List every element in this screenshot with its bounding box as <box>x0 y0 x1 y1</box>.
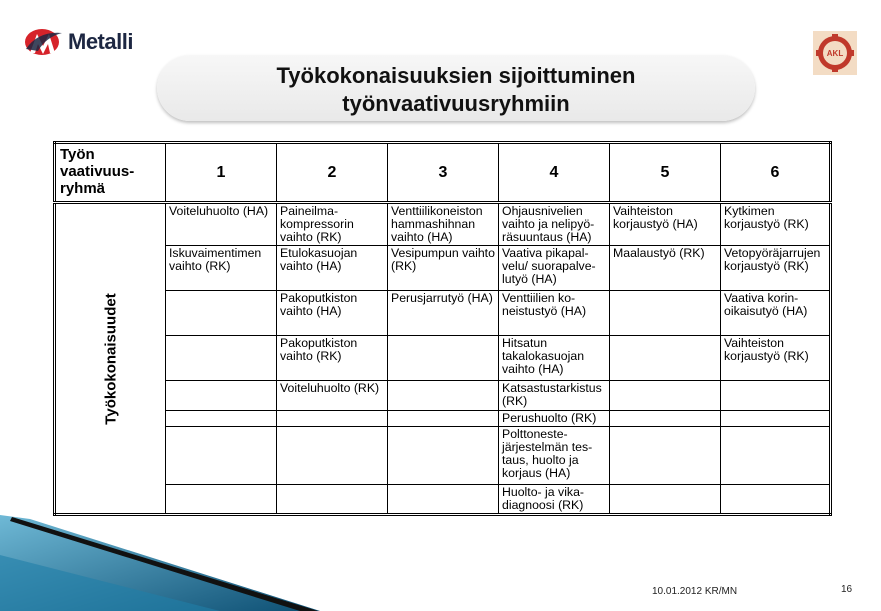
column-header: 3 <box>388 143 499 203</box>
table-cell: Polttoneste-järjestelmän tes-taus, huolto ja korjaus (HA) <box>499 427 610 485</box>
table-cell <box>721 485 831 515</box>
table-cell: Vesipumpun vaihto (RK) <box>388 246 499 291</box>
table-cell <box>166 427 277 485</box>
table-cell: Vaativa pikapal-velu/ suorapalve-lutyö (HA) <box>499 246 610 291</box>
header-label-line: Työn <box>60 146 95 163</box>
table-cell <box>388 336 499 381</box>
metalli-logo-icon <box>24 27 64 57</box>
metalli-logo <box>24 27 154 57</box>
table-cell: Voiteluhuolto (HA) <box>166 203 277 246</box>
page-number: 16 <box>841 584 853 595</box>
row-label: Työkokonaisuudet <box>102 292 119 425</box>
table-cell: Perusjarrutyö (HA) <box>388 291 499 336</box>
table-cell <box>166 381 277 411</box>
table-row <box>55 291 831 336</box>
table-cell <box>277 427 388 485</box>
table-cell <box>166 485 277 515</box>
table-header-row <box>55 143 831 203</box>
header-label <box>55 143 166 203</box>
table-cell <box>166 411 277 427</box>
column-header: 4 <box>499 143 610 203</box>
header-label-line: vaativuus- <box>60 163 135 180</box>
header-label-line: ryhmä <box>60 180 106 197</box>
table-cell: Voiteluhuolto (RK) <box>277 381 388 411</box>
table-cell <box>388 381 499 411</box>
table-cell <box>610 291 721 336</box>
table-cell: Kytkimen korjaustyö (RK) <box>721 203 831 246</box>
table-cell <box>721 427 831 485</box>
title-line-2: työnvaativuusryhmiin <box>342 91 570 116</box>
table-cell: Vaihteiston korjaustyö (HA) <box>610 203 721 246</box>
table-cell: Maalaustyö (RK) <box>610 246 721 291</box>
column-header: 2 <box>277 143 388 203</box>
table-cell: Hitsatun takalokasuojan vaihto (HA) <box>499 336 610 381</box>
akl-badge-text: AKL <box>826 49 844 58</box>
table-cell <box>277 485 388 515</box>
table-cell <box>610 381 721 411</box>
table-cell <box>610 411 721 427</box>
table-row <box>55 427 831 485</box>
table-cell: Venttiilien ko-neistustyö (HA) <box>499 291 610 336</box>
table-cell: Etulokasuojan vaihto (HA) <box>277 246 388 291</box>
table-row <box>55 411 831 427</box>
row-label-cell <box>55 203 166 515</box>
column-header: 5 <box>610 143 721 203</box>
table-cell: Venttiilikoneiston hammashihnan vaihto (HA) <box>388 203 499 246</box>
table-cell <box>388 485 499 515</box>
table-cell <box>721 411 831 427</box>
table-cell: Perushuolto (RK) <box>499 411 610 427</box>
table-row <box>55 336 831 381</box>
table-cell: Katsastustarkistus (RK) <box>499 381 610 411</box>
table-cell <box>610 427 721 485</box>
logo-text: Metalli <box>68 29 133 54</box>
table-cell <box>610 485 721 515</box>
table-cell: Paineilma-kompressorin vaihto (RK) <box>277 203 388 246</box>
page-title <box>157 62 755 118</box>
table-cell: Ohjausnivelien vaihto ja nelipyö-räsuuntaus (HA) <box>499 203 610 246</box>
table-row <box>55 485 831 515</box>
column-header: 1 <box>166 143 277 203</box>
table-cell <box>277 411 388 427</box>
table-cell <box>388 411 499 427</box>
akl-badge <box>813 31 857 75</box>
table-cell: Pakoputkiston vaihto (RK) <box>277 336 388 381</box>
table-cell: Vaativa korin-oikaisutyö (HA) <box>721 291 831 336</box>
table-cell: Pakoputkiston vaihto (HA) <box>277 291 388 336</box>
table-cell <box>166 336 277 381</box>
akl-badge-icon <box>813 31 857 75</box>
decorative-swoosh <box>0 515 320 611</box>
table-cell: Vaihteiston korjaustyö (RK) <box>721 336 831 381</box>
table-row <box>55 203 831 246</box>
table-cell: Vetopyöräjarrujen korjaustyö (RK) <box>721 246 831 291</box>
footer-date: 10.01.2012 KR/MN <box>652 586 738 597</box>
title-line-1: Työkokonaisuuksien sijoittuminen <box>276 63 636 88</box>
table-cell <box>721 381 831 411</box>
table-row <box>55 381 831 411</box>
table-row <box>55 246 831 291</box>
column-header: 6 <box>721 143 831 203</box>
work-requirement-table <box>53 141 832 516</box>
table-cell: Huolto- ja vika-diagnoosi (RK) <box>499 485 610 515</box>
table-cell <box>388 427 499 485</box>
table-cell: Iskuvaimentimen vaihto (RK) <box>166 246 277 291</box>
table-cell <box>166 291 277 336</box>
table-cell <box>610 336 721 381</box>
